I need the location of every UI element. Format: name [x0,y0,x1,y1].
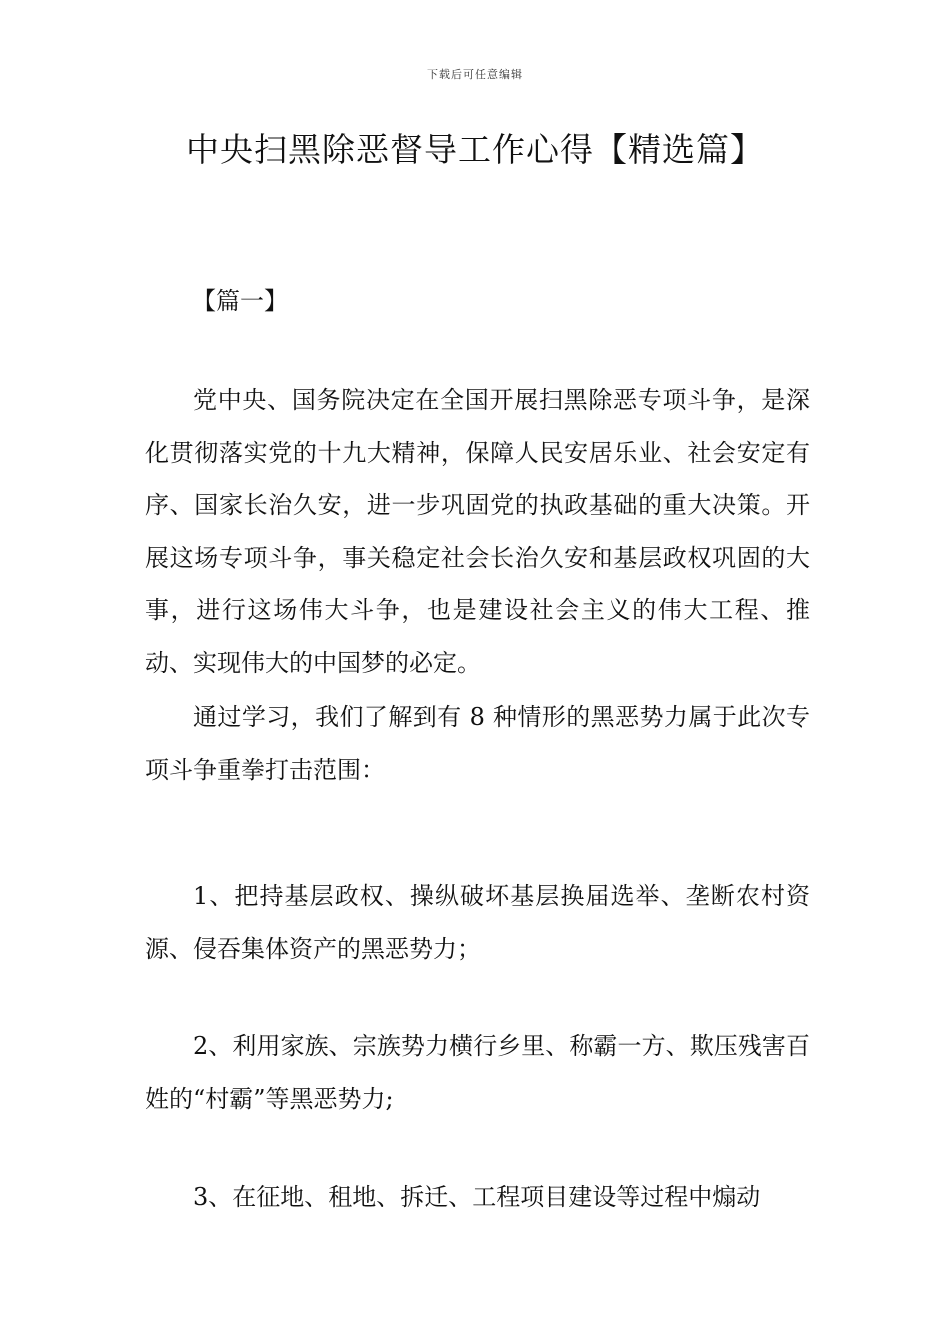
paragraph: 通过学习，我们了解到有 8 种情形的黑恶势力属于此次专项斗争重拳打击范围： [145,703,810,784]
section-heading: 【篇一】 [192,287,288,315]
list-item: 3、在征地、租地、拆迁、工程项目建设等过程中煽动 [193,1183,761,1211]
list-item: 1、把持基层政权、操纵破坏基层换届选举、垄断农村资源、侵吞集体资产的黑恶势力； [145,882,810,963]
document-title: 中央扫黑除恶督导工作心得【精选篇】 [186,130,764,169]
header-note: 下载后可任意编辑 [427,68,523,81]
list-item: 2、利用家族、宗族势力横行乡里、称霸一方、欺压残害百姓的“村霸”等黑恶势力; [145,1032,810,1113]
paragraph: 党中央、国务院决定在全国开展扫黑除恶专项斗争，是深化贯彻落实党的十九大精神，保障人民安居乐业、社会安定有序、国家长治久安，进一步巩固党的执政基础的重大决策。开展这场专项斗争，事关稳定社会长治久安和基层政权巩固的大事，进行这场伟大斗争，也是建设社会主义的伟大工程、推动、实现伟大的中国梦的必定。 [145,386,810,677]
